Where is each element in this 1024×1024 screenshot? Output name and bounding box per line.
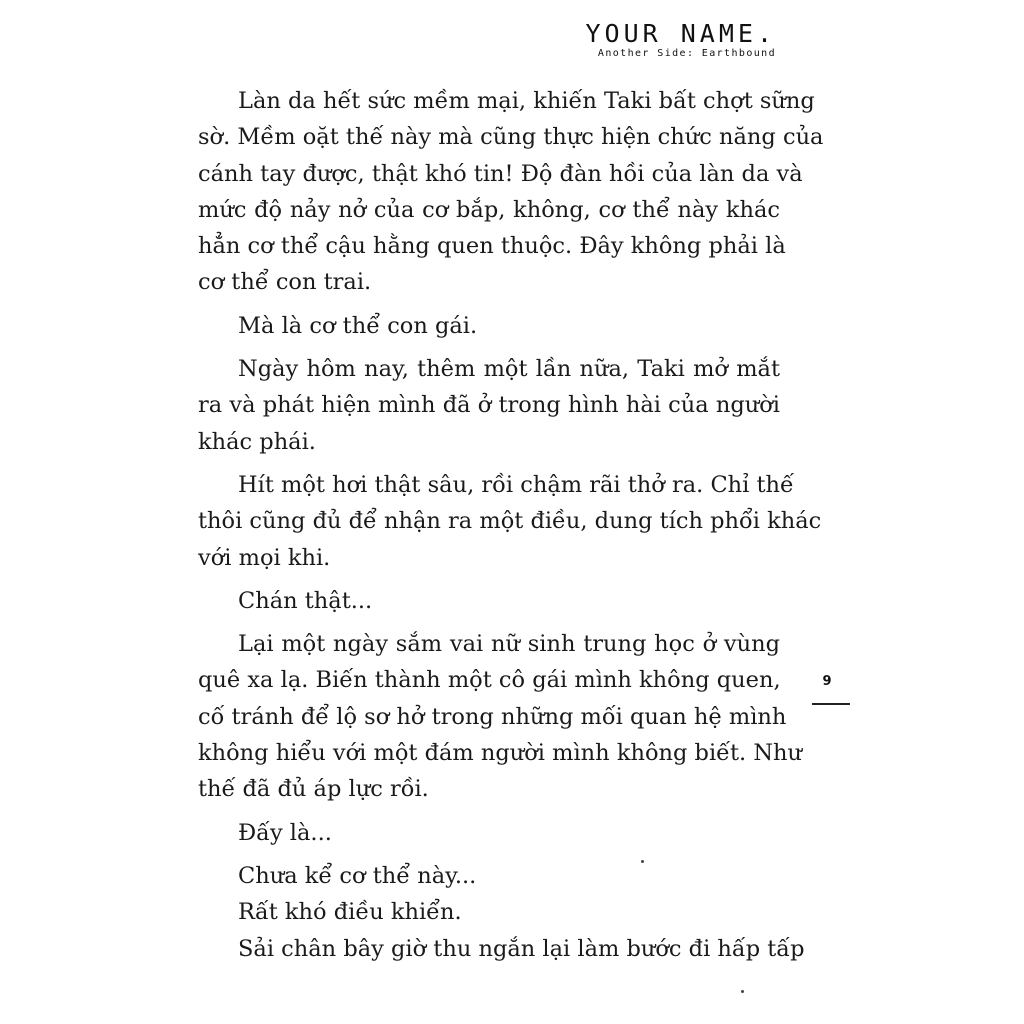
text-line: Sải chân bây giờ thu ngắn lại làm bước đi hấp tấp — [238, 935, 805, 962]
text-line: cánh tay được, thật khó tin! Độ đàn hồi của làn da và — [198, 160, 803, 187]
scan-speck — [641, 860, 644, 863]
page-body-text — [198, 83, 824, 967]
text-line: khác phái. — [198, 428, 316, 455]
text-line: Ngày hôm nay, thêm một lần nữa, Taki mở mắt — [238, 356, 780, 383]
page-number: 9 — [822, 674, 832, 689]
text-line: Đấy là... — [238, 819, 332, 846]
text-line: ra và phát hiện mình đã ở trong hình hài của người — [198, 392, 780, 419]
text-line: cố tránh để lộ sơ hở trong những mối quan hệ mình — [198, 703, 787, 730]
text-line: không hiểu với một đám người mình không biết. Như — [198, 740, 802, 767]
text-line: sờ. Mềm oặt thế này mà cũng thực hiện chức năng của — [198, 124, 824, 151]
text-line: Rất khó điều khiển. — [238, 899, 462, 926]
running-header — [585, 20, 776, 60]
text-line: quê xa lạ. Biến thành một cô gái mình không quen, — [198, 667, 781, 694]
text-line: thế đã đủ áp lực rồi. — [198, 776, 429, 803]
text-line: Chưa kể cơ thể này... — [238, 862, 477, 889]
text-line: với mọi khi. — [198, 544, 331, 571]
text-line: Chán thật... — [238, 587, 373, 614]
text-line: hẳn cơ thể cậu hằng quen thuộc. Đây không phải là — [198, 233, 786, 260]
text-line: Mà là cơ thể con gái. — [238, 312, 478, 339]
book-title: YOUR NAME. — [585, 19, 776, 48]
text-line: cơ thể con trai. — [198, 269, 372, 296]
text-line: Làn da hết sức mềm mại, khiến Taki bất chợt sững — [238, 88, 815, 114]
text-line: Hít một hơi thật sâu, rồi chậm rãi thở ra. Chỉ thế — [238, 471, 794, 498]
scan-speck — [741, 990, 744, 993]
text-line: thôi cũng đủ để nhận ra một điều, dung tích phổi khác — [198, 508, 822, 535]
book-subtitle: Another Side: Earthbound — [597, 48, 776, 59]
page-number-rule — [812, 703, 850, 705]
text-line: mức độ nảy nở của cơ bắp, không, cơ thể này khác — [198, 196, 780, 223]
text-line: Lại một ngày sắm vai nữ sinh trung học ở vùng — [238, 631, 780, 658]
